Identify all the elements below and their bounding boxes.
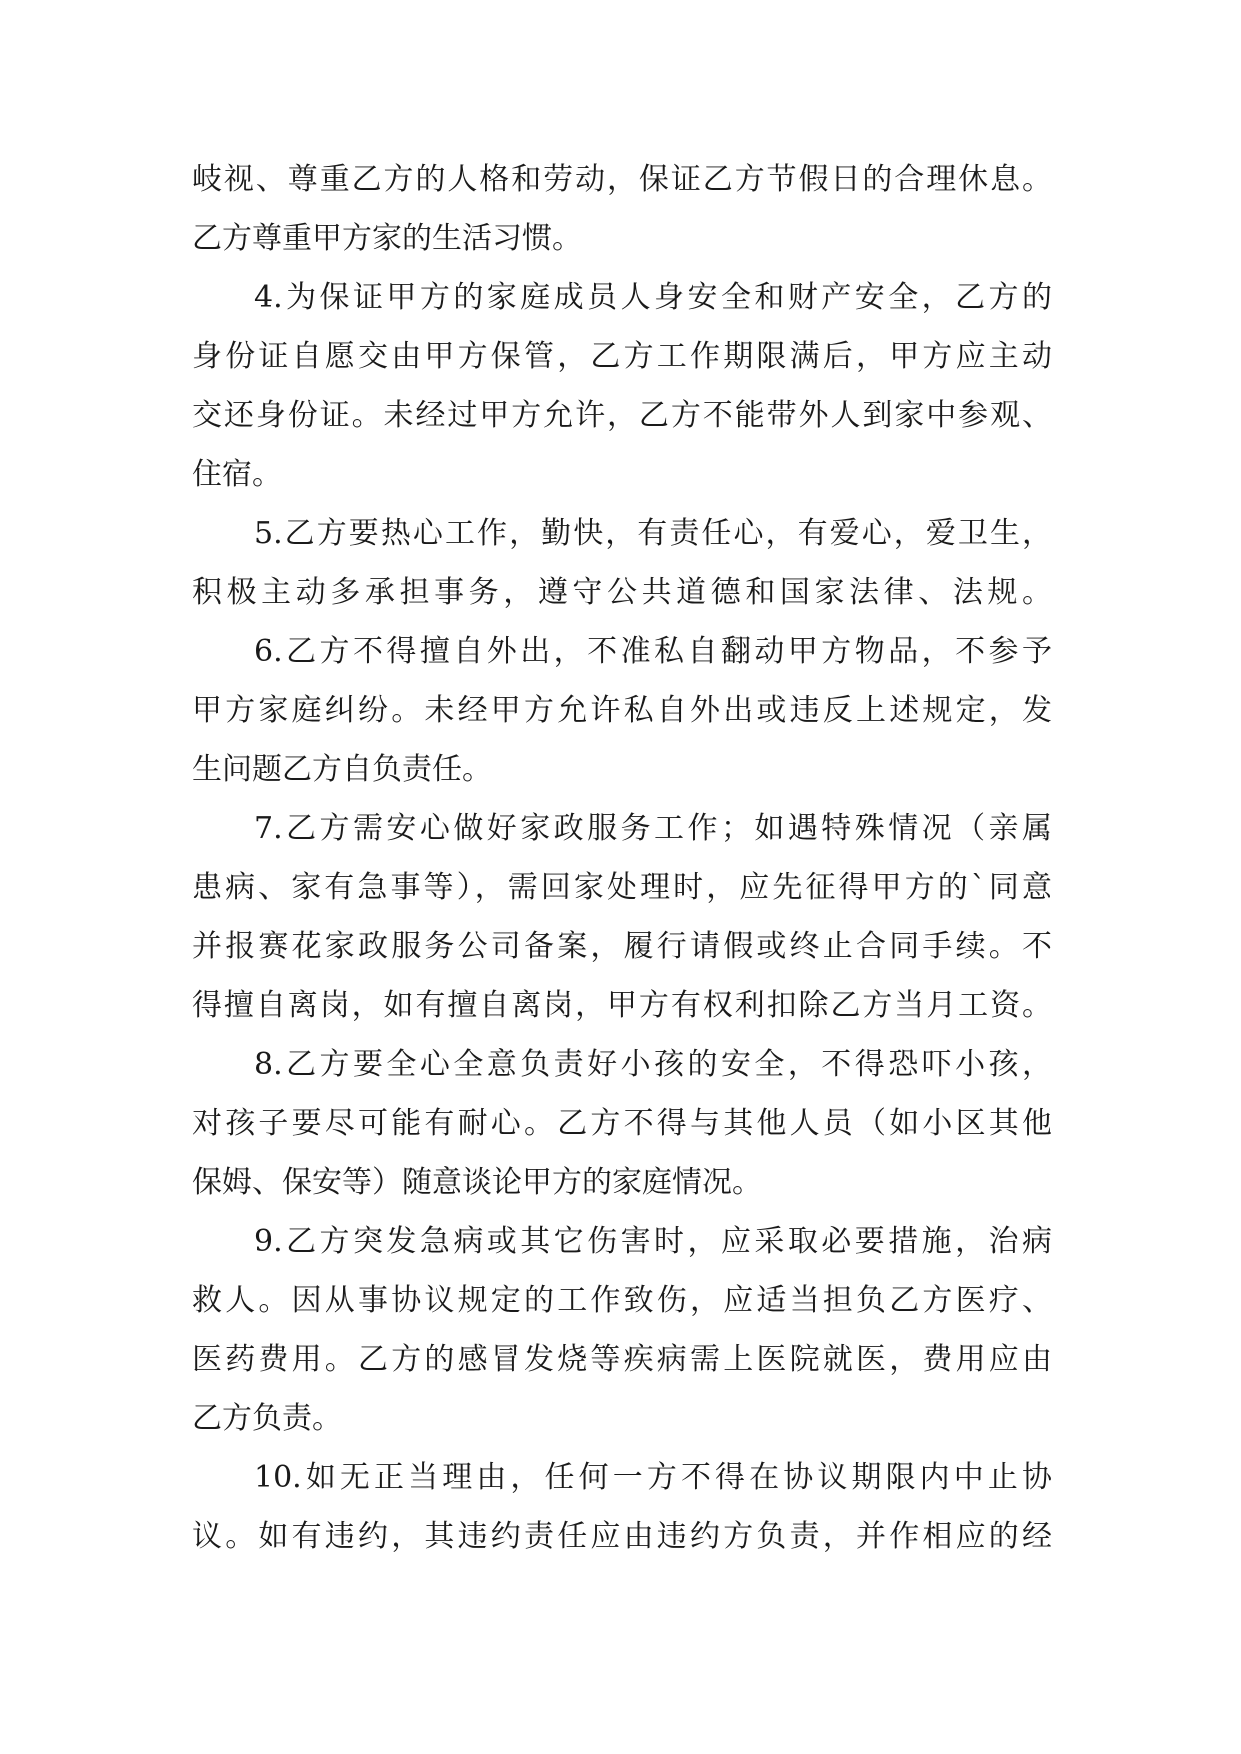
text-line: 保姆、保安等）随意谈论甲方的家庭情况。 <box>192 1165 762 1200</box>
text-line: 得擅自离岗，如有擅自离岗，甲方有权利扣除乙方当月工资。 <box>192 988 1052 1023</box>
text-line: 5.乙方要热心工作，勤快，有责任心，有爱心，爱卫生， <box>254 516 1052 551</box>
paragraph-clause-4 <box>192 268 1052 504</box>
text-line: 乙方尊重甲方家的生活习惯。 <box>192 221 582 256</box>
text-line: 积极主动多承担事务，遵守公共道德和国家法律、法规。 <box>192 575 1052 610</box>
text-line: 6.乙方不得擅自外出，不准私自翻动甲方物品，不参予 <box>254 634 1052 669</box>
text-line: 8.乙方要全心全意负责好小孩的安全，不得恐吓小孩， <box>254 1047 1052 1082</box>
text-line: 9.乙方突发急病或其它伤害时，应采取必要措施，治病 <box>254 1224 1052 1259</box>
text-line: 救人。因从事协议规定的工作致伤，应适当担负乙方医疗、 <box>192 1283 1052 1318</box>
text-line: 10.如无正当理由，任何一方不得在协议期限内中止协 <box>254 1460 1052 1495</box>
text-line: 身份证自愿交由甲方保管，乙方工作期限满后，甲方应主动 <box>192 339 1052 374</box>
text-line: 交还身份证。未经过甲方允许，乙方不能带外人到家中参观、 <box>192 398 1052 433</box>
text-line: 议。如有违约，其违约责任应由违约方负责，并作相应的经 <box>192 1519 1052 1554</box>
text-line: 生问题乙方自负责任。 <box>192 752 492 787</box>
text-line: 住宿。 <box>192 457 282 492</box>
paragraph-clause-6 <box>192 622 1052 799</box>
paragraph-clause-9 <box>192 1212 1052 1448</box>
text-line: 乙方负责。 <box>192 1401 342 1436</box>
text-line: 4.为保证甲方的家庭成员人身安全和财产安全，乙方的 <box>254 280 1052 315</box>
text-line: 对孩子要尽可能有耐心。乙方不得与其他人员（如小区其他 <box>192 1106 1052 1141</box>
text-line: 医药费用。乙方的感冒发烧等疾病需上医院就医，费用应由 <box>192 1342 1052 1377</box>
text-line: 患病、家有急事等），需回家处理时，应先征得甲方的`同意 <box>192 870 1052 905</box>
text-line: 7.乙方需安心做好家政服务工作；如遇特殊情况（亲属 <box>254 811 1052 846</box>
paragraph-clause-5 <box>192 504 1052 622</box>
paragraph-continuation-rest <box>192 150 1052 268</box>
paragraph-clause-8 <box>192 1035 1052 1212</box>
paragraph-clause-7 <box>192 799 1052 1035</box>
text-line: 岐视、尊重乙方的人格和劳动，保证乙方节假日的合理休息。 <box>192 162 1052 197</box>
paragraph-clause-10 <box>192 1448 1052 1566</box>
document-body <box>192 150 1052 1566</box>
text-line: 甲方家庭纠纷。未经甲方允许私自外出或违反上述规定，发 <box>192 693 1052 728</box>
text-line: 并报赛花家政服务公司备案，履行请假或终止合同手续。不 <box>192 929 1052 964</box>
